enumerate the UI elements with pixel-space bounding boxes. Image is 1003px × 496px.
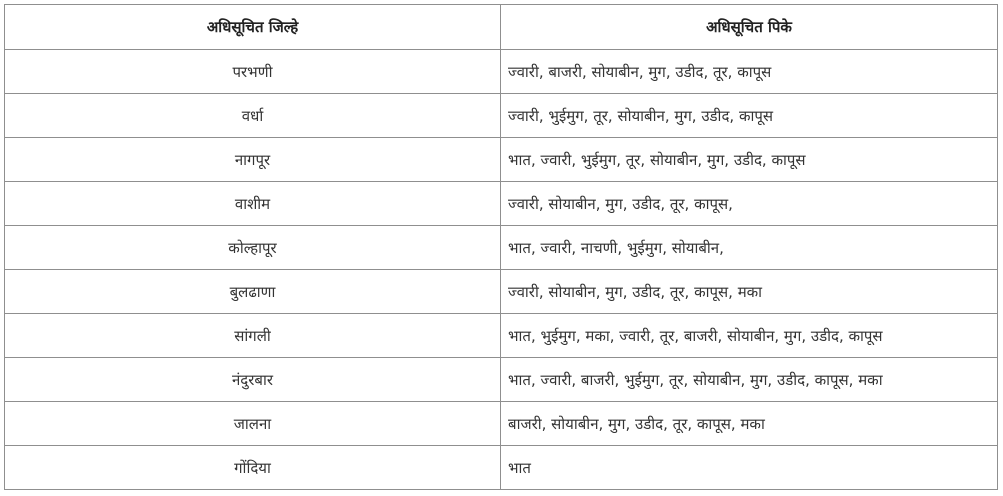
district-cell: सांगली xyxy=(5,314,501,358)
crops-cell: भात xyxy=(501,446,998,490)
notified-crops-table xyxy=(4,4,998,490)
district-cell: गोंदिया xyxy=(5,446,501,490)
district-cell: जालना xyxy=(5,402,501,446)
crops-cell: भात, ज्वारी, नाचणी, भुईमुग, सोयाबीन, xyxy=(501,226,998,270)
table-row xyxy=(5,446,998,490)
notified-crops-table-container xyxy=(4,4,997,490)
table-row xyxy=(5,358,998,402)
crops-cell: भात, भुईमुग, मका, ज्वारी, तूर, बाजरी, सोयाबीन, मुग, उडीद, कापूस xyxy=(501,314,998,358)
district-cell: नागपूर xyxy=(5,138,501,182)
crops-cell: ज्वारी, सोयाबीन, मुग, उडीद, तूर, कापूस, xyxy=(501,182,998,226)
table-row xyxy=(5,226,998,270)
header-notified-crops: अधिसूचित पिके xyxy=(501,5,998,50)
table-row xyxy=(5,402,998,446)
district-cell: वाशीम xyxy=(5,182,501,226)
district-cell: कोल्हापूर xyxy=(5,226,501,270)
table-row xyxy=(5,138,998,182)
header-notified-districts: अधिसूचित जिल्हे xyxy=(5,5,501,50)
table-row xyxy=(5,314,998,358)
crops-cell: ज्वारी, बाजरी, सोयाबीन, मुग, उडीद, तूर, कापूस xyxy=(501,50,998,94)
district-cell: नंदुरबार xyxy=(5,358,501,402)
district-cell: बुलढाणा xyxy=(5,270,501,314)
table-row xyxy=(5,270,998,314)
crops-cell: ज्वारी, भुईमुग, तूर, सोयाबीन, मुग, उडीद, कापूस xyxy=(501,94,998,138)
crops-cell: भात, ज्वारी, भुईमुग, तूर, सोयाबीन, मुग, उडीद, कापूस xyxy=(501,138,998,182)
crops-cell: ज्वारी, सोयाबीन, मुग, उडीद, तूर, कापूस, मका xyxy=(501,270,998,314)
table-row xyxy=(5,50,998,94)
crops-cell: भात, ज्वारी, बाजरी, भुईमुग, तूर, सोयाबीन, मुग, उडीद, कापूस, मका xyxy=(501,358,998,402)
district-cell: परभणी xyxy=(5,50,501,94)
district-cell: वर्धा xyxy=(5,94,501,138)
crops-cell: बाजरी, सोयाबीन, मुग, उडीद, तूर, कापूस, मका xyxy=(501,402,998,446)
table-row xyxy=(5,94,998,138)
table-header-row xyxy=(5,5,998,50)
table-row xyxy=(5,182,998,226)
